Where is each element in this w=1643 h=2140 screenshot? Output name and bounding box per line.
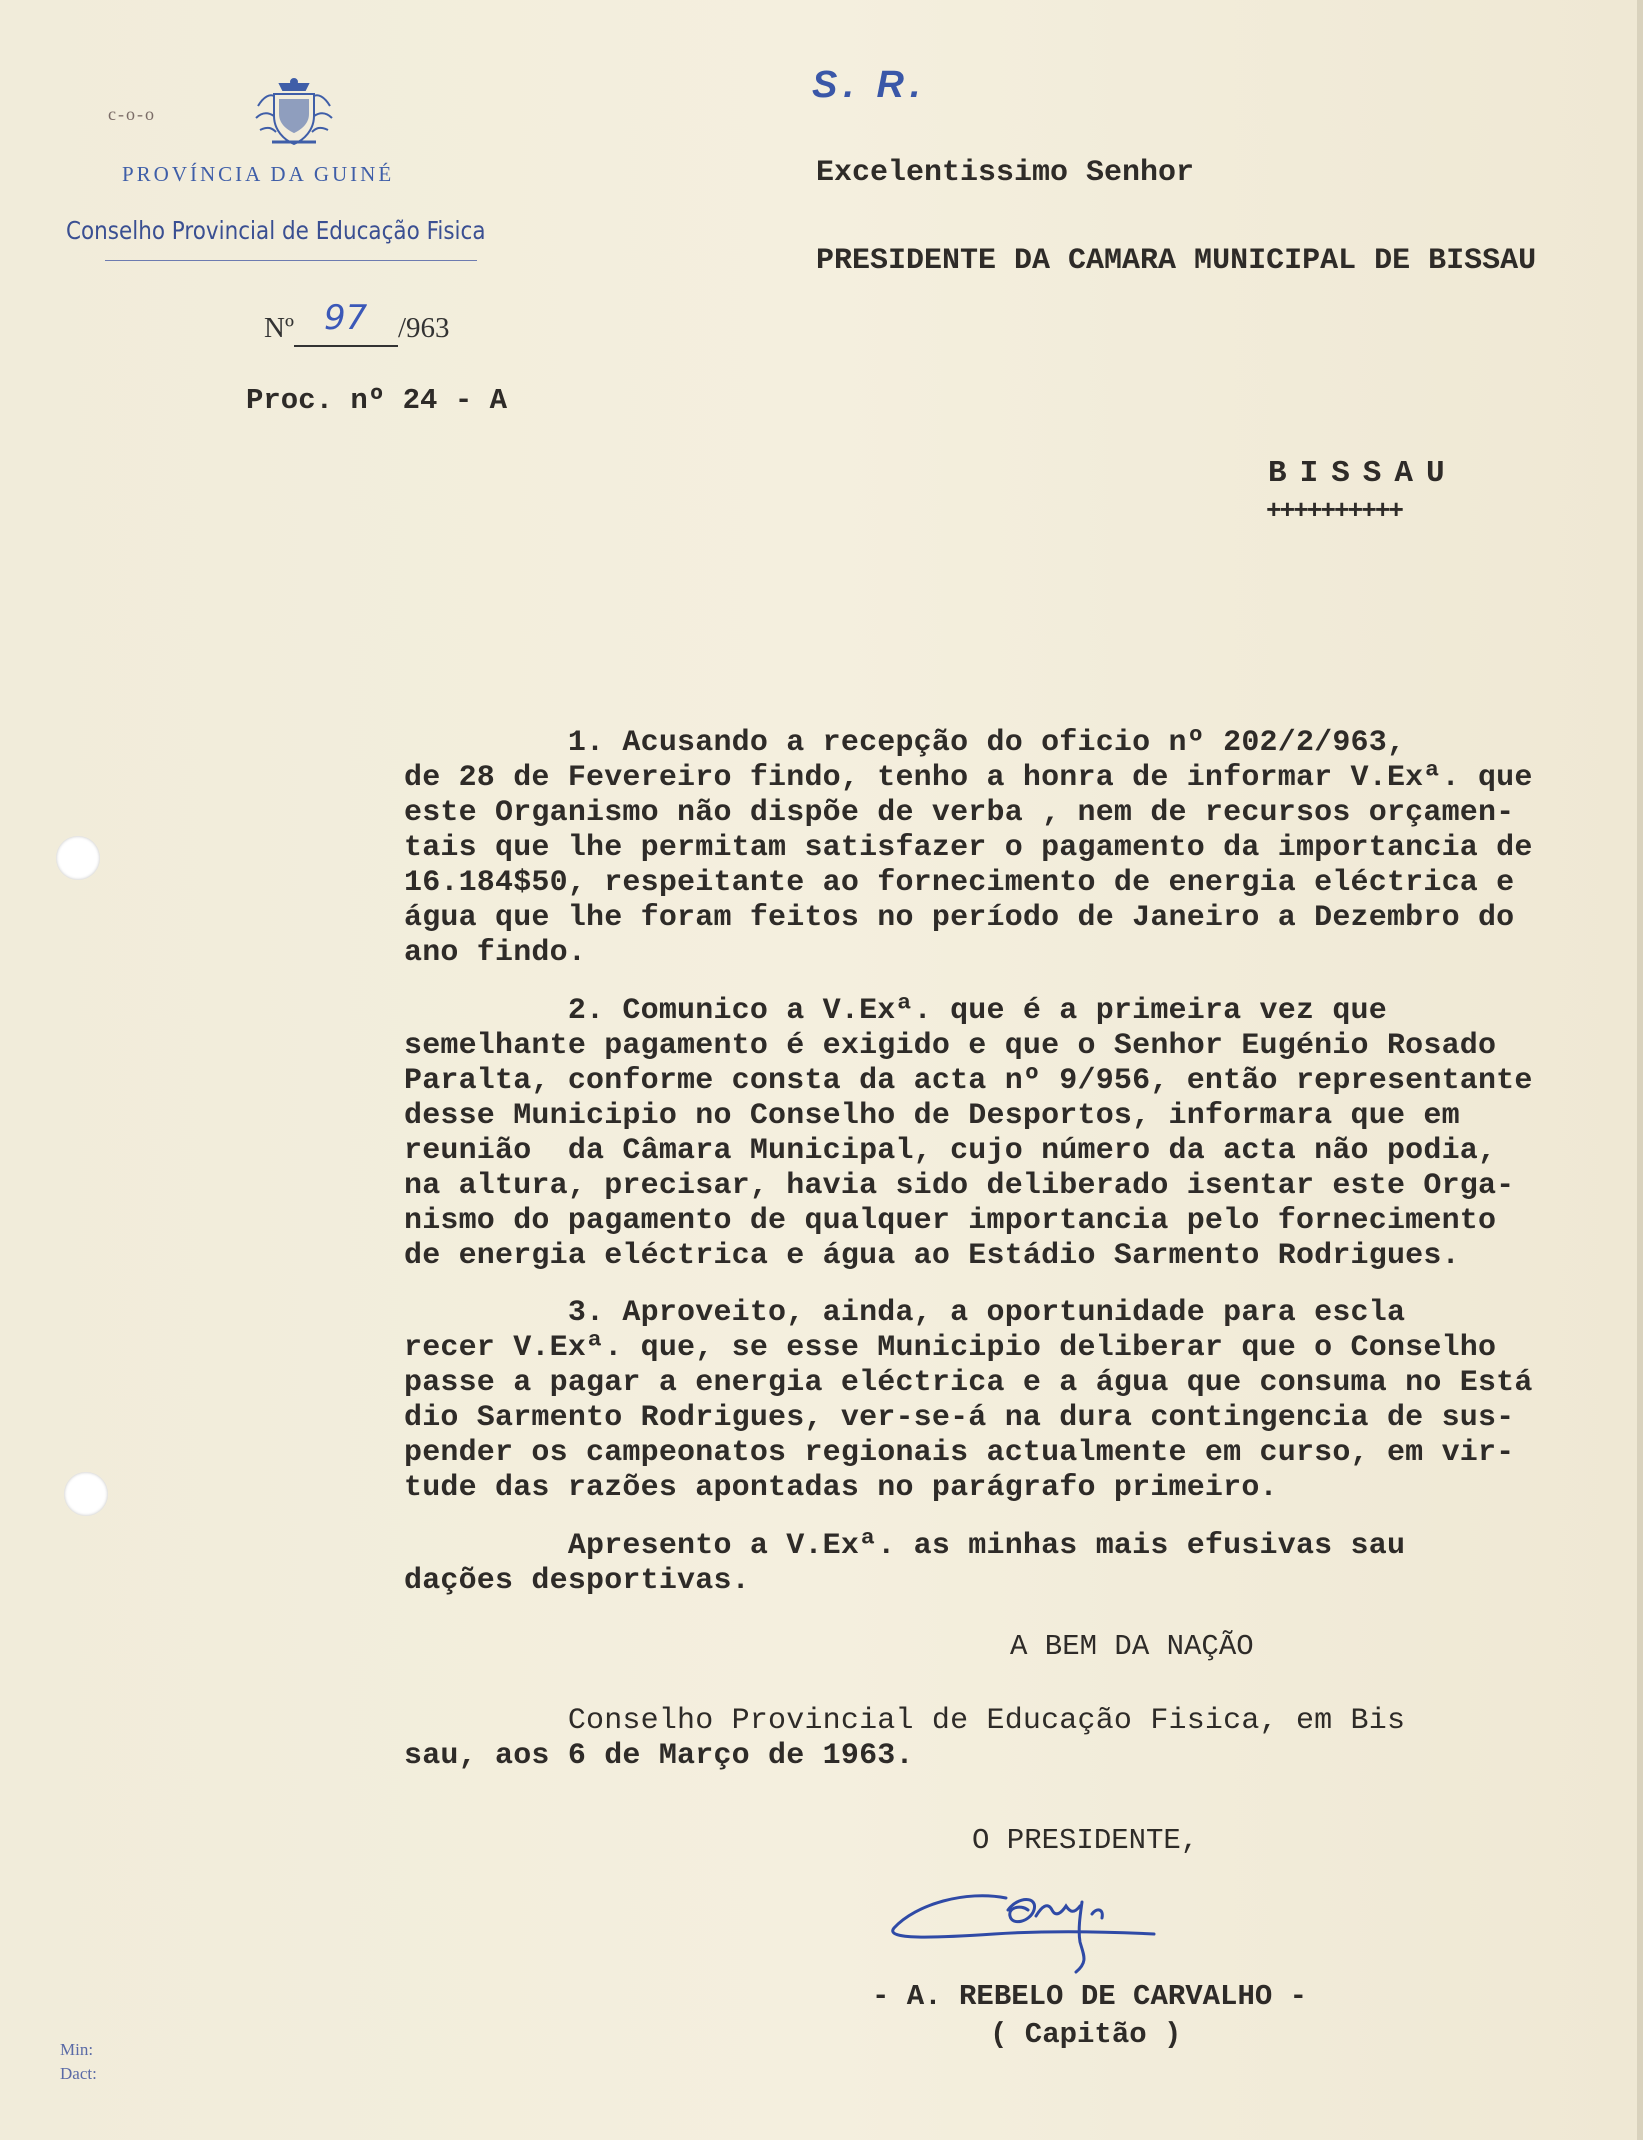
dact-label: Dact: bbox=[60, 2064, 97, 2083]
signer-title: O PRESIDENTE, bbox=[972, 1824, 1199, 1857]
city-heading: BISSAU bbox=[1268, 456, 1458, 491]
recipient: PRESIDENTE DA CAMARA MUNICIPAL DE BISSAU bbox=[816, 244, 1537, 278]
body-line: este Organismo não dispõe de verba ‚ nem de recursos orçamen- bbox=[404, 796, 1515, 830]
signer-name: - A. REBELO DE CARVALHO - bbox=[872, 1980, 1308, 2013]
body-line: dio Sarmento Rodrigues, ver-se-á na dura contingencia de sus- bbox=[404, 1401, 1515, 1435]
body-line: dações desportivas. bbox=[404, 1564, 750, 1598]
service-mark: S. R. bbox=[812, 64, 927, 106]
place-date-line: sau, aos 6 de Março de 1963. bbox=[404, 1739, 914, 1773]
body-line: de 28 de Fevereiro findo, tenho a honra de informar V.Exª. que bbox=[404, 761, 1533, 795]
city-underline: ++++++++++ bbox=[1266, 496, 1403, 526]
body-line: água que lhe foram feitos no período de Janeiro a Dezembro do bbox=[404, 901, 1515, 935]
min-label: Min: bbox=[60, 2040, 94, 2059]
council-name: Conselho Provincial de Educação Fisica bbox=[66, 216, 486, 245]
reference-number bbox=[264, 298, 450, 347]
body-line: Apresento a V.Exª. as minhas mais efusivas sau bbox=[404, 1529, 1406, 1563]
salutation: Excelentissimo Senhor bbox=[816, 156, 1195, 190]
letterhead-divider bbox=[105, 260, 477, 261]
coat-of-arms-icon bbox=[250, 78, 338, 150]
body-line: 16.184$50, respeitante ao fornecimento de energia eléctrica e bbox=[404, 866, 1515, 900]
body-line: passe a pagar a energia eléctrica e a água que consuma no Está bbox=[404, 1366, 1533, 1400]
signer-rank: ( Capitão ) bbox=[990, 2018, 1182, 2051]
body-line: pender os campeonatos regionais actualmente em curso, em vir- bbox=[404, 1436, 1515, 1470]
body-line: de energia eléctrica e água ao Estádio Sarmento Rodrigues. bbox=[404, 1239, 1460, 1273]
body-line: 3. Aproveito, ainda, a oportunidade para escla bbox=[404, 1296, 1406, 1330]
body-line: nismo do pagamento de qualquer importancia pelo fornecimento bbox=[404, 1204, 1497, 1238]
body-line: recer V.Exª. que, se esse Municipio deliberar que o Conselho bbox=[404, 1331, 1497, 1365]
body-line: tude das razões apontadas no parágrafo primeiro. bbox=[404, 1471, 1278, 1505]
process-number: Proc. nº 24 - A bbox=[246, 384, 508, 417]
body-line: 2. Comunico a V.Exª. que é a primeira vez que bbox=[404, 994, 1387, 1028]
body-line: desse Municipio no Conselho de Desportos, informara que em bbox=[404, 1099, 1460, 1133]
page-edge bbox=[1637, 0, 1643, 2140]
body-line: semelhante pagamento é exigido e que o Senhor Eugénio Rosado bbox=[404, 1029, 1497, 1063]
body-line: ano findo. bbox=[404, 936, 587, 970]
body-line: na altura, precisar, havia sido deliberado isentar este Orga- bbox=[404, 1169, 1515, 1203]
number-suffix: /963 bbox=[397, 312, 450, 344]
stamp-mark: c-o-o bbox=[108, 104, 156, 124]
closing-motto: A BEM DA NAÇÃO bbox=[1010, 1630, 1254, 1663]
punch-hole bbox=[64, 1472, 108, 1516]
province-name: PROVÍNCIA DA GUINÉ bbox=[122, 162, 395, 186]
body-line: tais que lhe permitam satisfazer o pagamento da importancia de bbox=[404, 831, 1533, 865]
body-line: 1. Acusando a recepção do oficio nº 202/2/963, bbox=[404, 726, 1406, 760]
number-prefix: Nº bbox=[264, 312, 294, 344]
body-line: Paralta, conforme consta da acta nº 9/956, então representante bbox=[404, 1064, 1533, 1098]
punch-hole bbox=[56, 836, 100, 880]
handwritten-number: 97 bbox=[323, 298, 368, 338]
number-blank bbox=[294, 298, 398, 347]
place-date-line: Conselho Provincial de Educação Fisica, em Bis bbox=[404, 1704, 1406, 1738]
body-line: reunião da Câmara Municipal, cujo número da acta não podia, bbox=[404, 1134, 1497, 1168]
